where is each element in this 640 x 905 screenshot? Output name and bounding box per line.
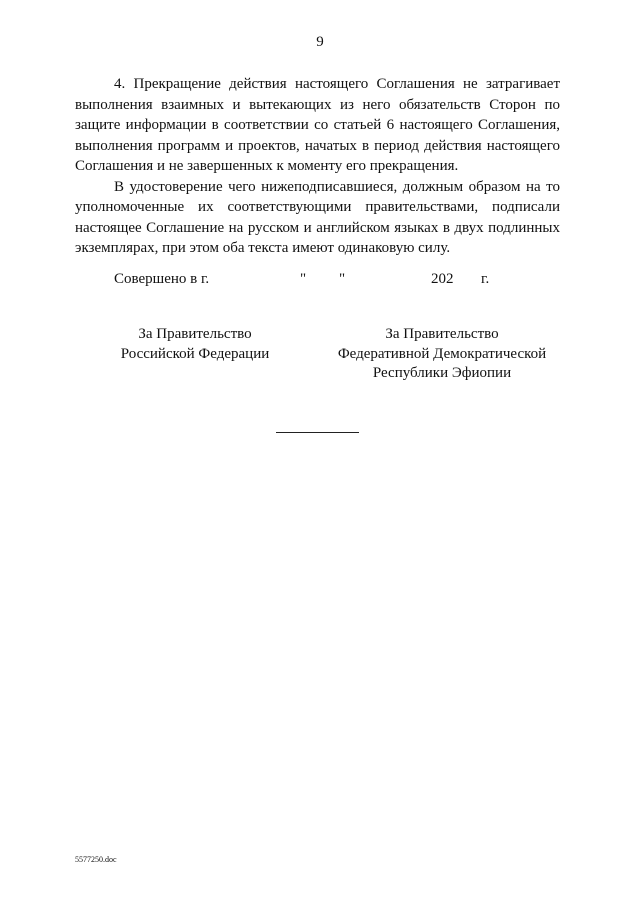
signature-right-line1: За Правительство <box>385 326 499 342</box>
page-number: 9 <box>316 34 324 50</box>
signature-left-line1: За Правительство <box>138 326 252 342</box>
signature-right-line2: Федеративной Демократической <box>337 345 547 362</box>
signature-block-ethiopia <box>322 325 562 384</box>
end-of-document-rule <box>276 432 359 433</box>
year-suffix: г. <box>481 271 490 287</box>
date-quote-open: " <box>300 271 307 287</box>
done-at-line <box>0 271 640 291</box>
signature-right-line3: Республики Эфиопии <box>372 365 512 381</box>
paragraph-witness-clause: В удостоверение чего нижеподписавшиеся, должным образом на то уполномоченные их соответствующими правительствами, подписали настоящее Соглашение на русском и английском языках в двух подлинных экземплярах, при этом оба текста имеют одинаковую силу. <box>75 178 560 256</box>
done-at-prefix: Совершено в г. <box>114 271 210 287</box>
year-value: 202 <box>431 271 454 287</box>
signature-block-russia <box>100 325 290 364</box>
signature-left-line2: Российской Федерации <box>120 345 270 362</box>
document-body <box>75 74 560 259</box>
date-quote-close: " <box>339 271 346 287</box>
paragraph-termination-clause: 4. Прекращение действия настоящего Соглашения не затрагивает выполнения взаимных и вытекающих из него обязательств Сторон по защите информации в соответствии со статьей 6 настоящего Соглашения, выполнения программ и проектов, начатых в период действия настоящего Соглашения и не завершенных к моменту его прекращения. <box>75 76 560 174</box>
document-id: 5577250.doc <box>75 855 117 864</box>
